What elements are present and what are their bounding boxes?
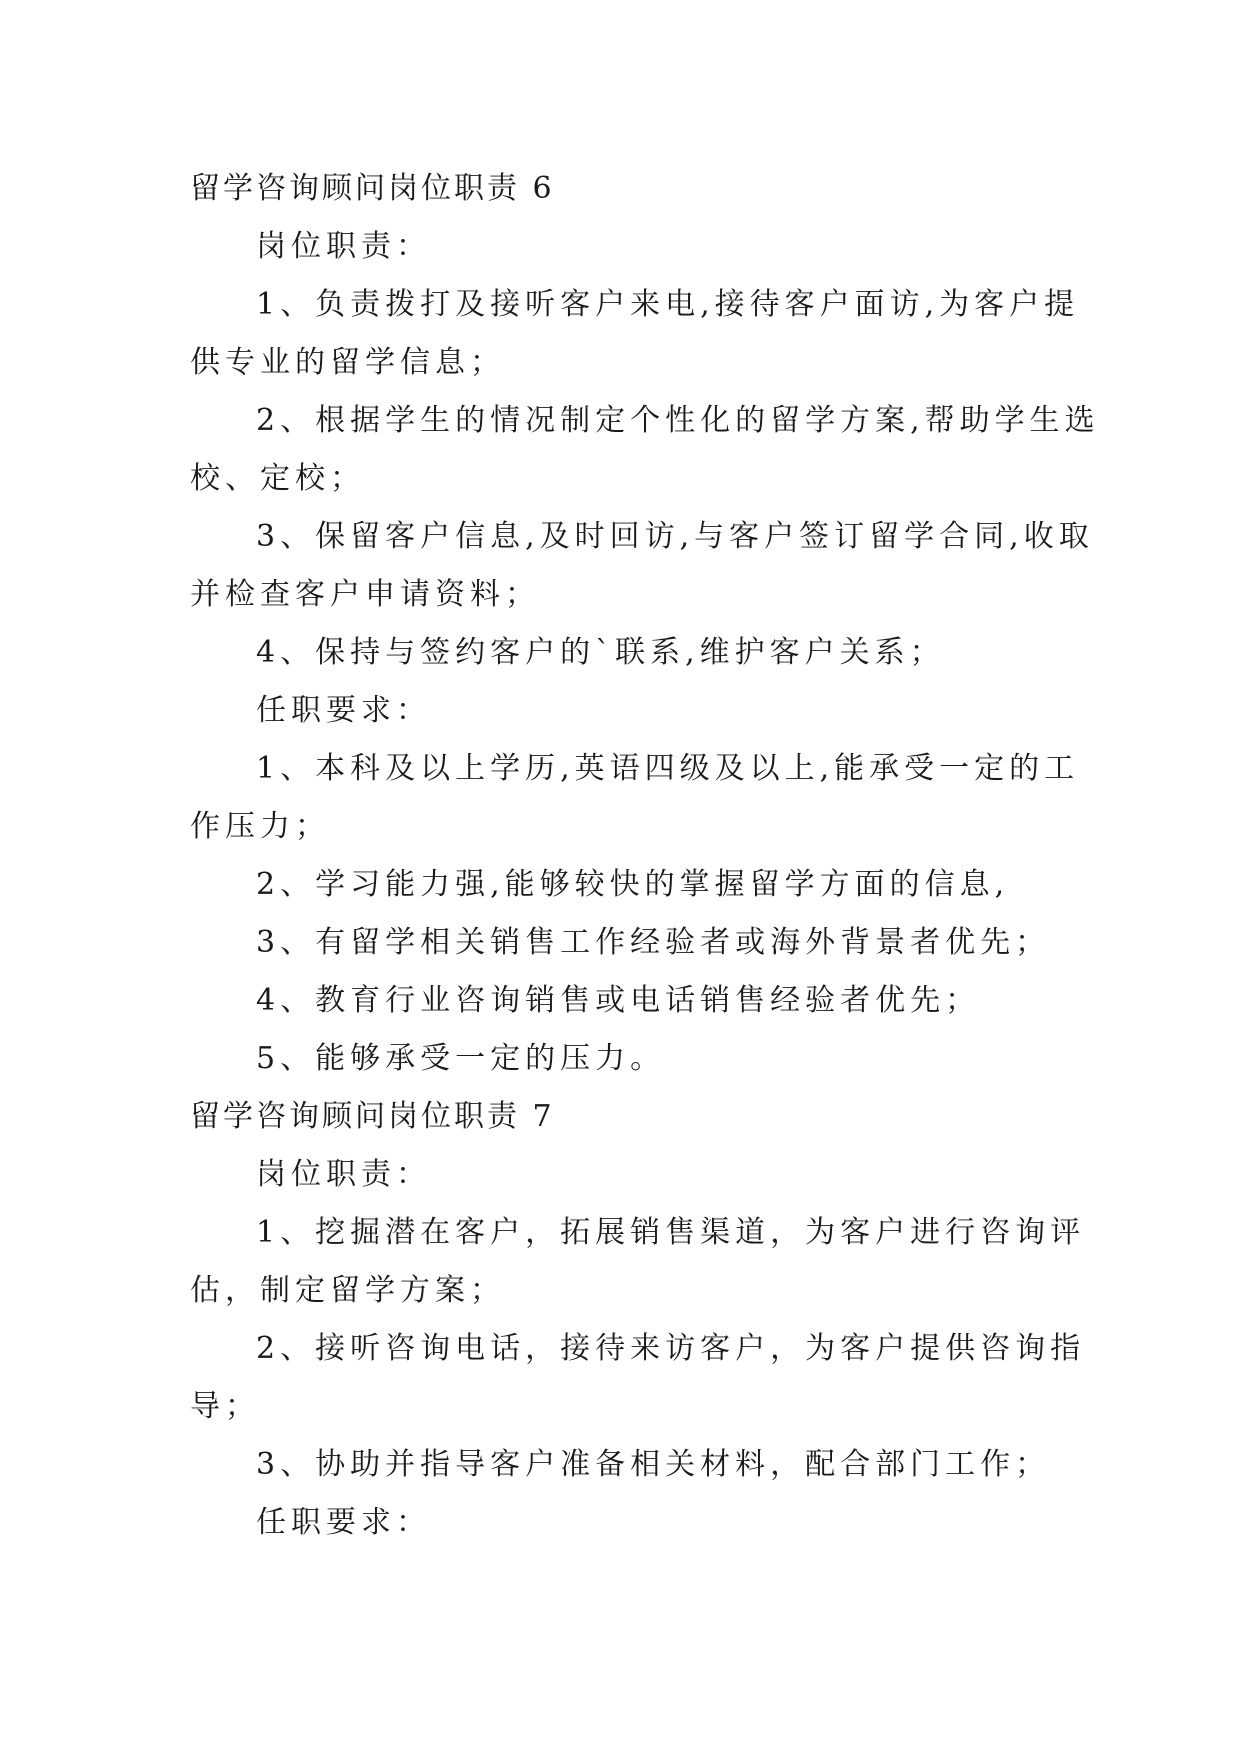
requirement-item-1: 1、本科及以上学历,英语四级及以上,能承受一定的工	[256, 751, 1080, 786]
duty-item-2-continued: 校、定校；	[190, 461, 365, 496]
duty-item-1: 1、负责拨打及接听客户来电,接待客户面访,为客户提	[256, 287, 1080, 322]
duty-item-1-continued: 估，制定留学方案；	[190, 1273, 505, 1308]
duty-item-3: 3、协助并指导客户准备相关材料，配合部门工作；	[256, 1447, 1051, 1482]
duty-item-2: 2、根据学生的情况制定个性化的留学方案,帮助学生选	[256, 403, 1100, 438]
requirement-item-4: 4、教育行业咨询销售或电话销售经验者优先；	[256, 983, 981, 1018]
requirement-item-1-continued: 作压力；	[190, 809, 330, 844]
duty-item-1: 1、挖掘潜在客户，拓展销售渠道，为客户进行咨询评	[256, 1215, 1086, 1250]
requirement-item-2: 2、学习能力强,能够较快的掌握留学方面的信息,	[256, 867, 1010, 902]
duty-item-3-continued: 并检查客户申请资料；	[190, 577, 540, 612]
duty-item-2-continued: 导；	[190, 1389, 260, 1424]
section-heading: 留学咨询顾问岗位职责 6	[190, 171, 555, 206]
duties-subheading: 岗位职责：	[256, 1157, 431, 1192]
requirement-item-5: 5、能够承受一定的压力。	[256, 1041, 666, 1076]
duty-item-3: 3、保留客户信息,及时回访,与客户签订留学合同,收取	[256, 519, 1094, 554]
requirement-item-3: 3、有留学相关销售工作经验者或海外背景者优先；	[256, 925, 1051, 960]
requirements-subheading: 任职要求：	[256, 1505, 431, 1540]
section-heading: 留学咨询顾问岗位职责 7	[190, 1099, 555, 1134]
document-body	[190, 160, 1100, 1552]
duties-subheading: 岗位职责：	[256, 229, 431, 264]
duty-item-1-continued: 供专业的留学信息；	[190, 345, 505, 380]
duty-item-2: 2、接听咨询电话，接待来访客户，为客户提供咨询指	[256, 1331, 1086, 1366]
duty-item-4: 4、保持与签约客户的`联系,维护客户关系；	[256, 635, 945, 670]
requirements-subheading: 任职要求：	[256, 693, 431, 728]
